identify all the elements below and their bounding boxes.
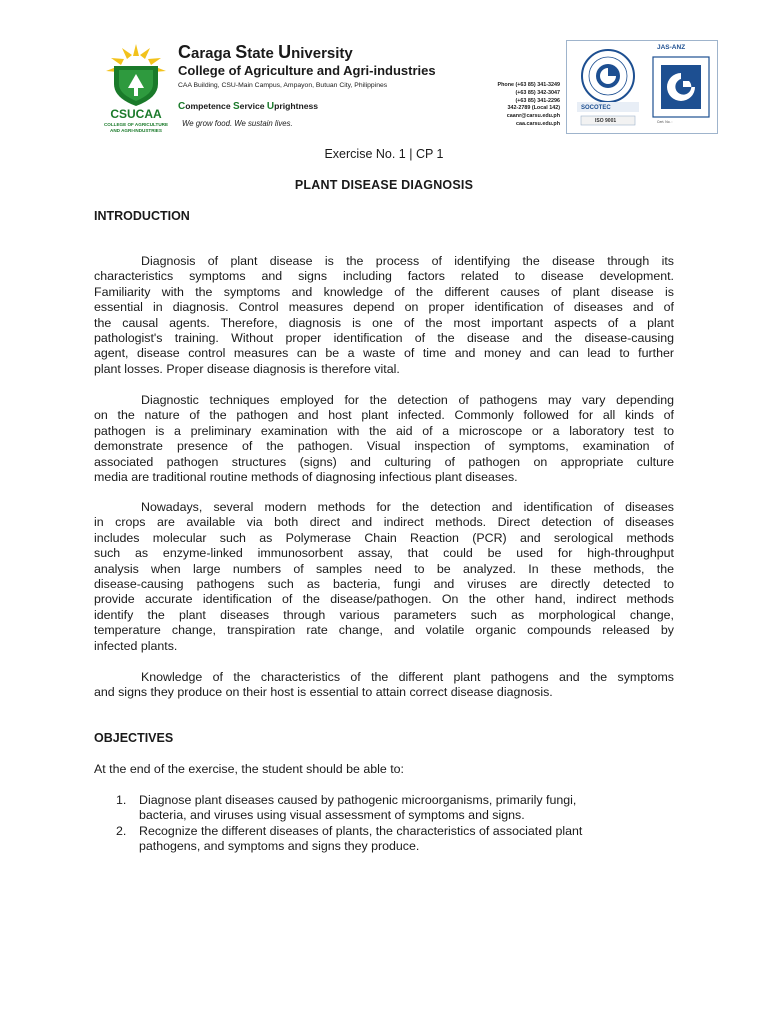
document-title: PLANT DISEASE DIAGNOSIS (294, 178, 474, 192)
contact-line: (+63 85) 342-3047 (515, 89, 560, 96)
csu-caa-logo (100, 38, 172, 136)
jas-anz-mark-icon (649, 45, 713, 129)
contact-email: caanr@carsu.edu.ph (506, 113, 560, 120)
university-name: Caraga State University (178, 42, 353, 62)
shield-icon (114, 66, 158, 106)
paragraph: Diagnosis of plant disease is the process of identifying the disease through its characteristics symptoms and signs including factors related to disease development. Familiarity with the symptoms and knowledge of the different causes of plant disease is essential in diagnosis. Control measures depend on proper identification of diseases and of the causal agents. Therefore, diagnosis is one of the most important aspects of a plant pathologist's training. Without proper identification of the disease and the disease-causing agent, disease control measures can be a waste of time and money and can lead to further plant losses. Proper disease diagnosis is therefore vital. (94, 254, 674, 376)
motto: Competence Service Uprightness (178, 101, 319, 112)
objectives-lead: At the end of the exercise, the student should be able to: (94, 762, 404, 776)
contact-line: 342-2789 (Local 142) (507, 105, 560, 112)
logo-text: CSUCAA (110, 107, 162, 121)
college-name: College of Agriculture and Agri-industries (178, 63, 436, 78)
address: CAA Building, CSU-Main Campus, Ampayon, Butuan City, Philippines (178, 82, 388, 89)
list-item: 1. Diagnose plant diseases caused by pathogenic microorganisms, primarily fungi, bacteria, and viruses using visual assessment of symptoms and signs. (116, 793, 577, 823)
introduction-heading: INTRODUCTION (94, 209, 190, 223)
tagline: We grow food. We sustain lives. (182, 119, 293, 128)
contact-website: caa.carsu.edu.ph (515, 120, 560, 127)
paragraph: Diagnostic techniques employed for the detection of pathogens may vary depending on the nature of the pathogen and host plant infected. Commonly followed for all kinds of pathogen is a preliminary examination with the aid of a microscope or a laboratory test to demonstrate presence of the pathogen. Visual inspection of symptoms, examination of associated pathogen structures (signs) and culturing of pathogen on appropriate culture media are traditional routine methods of diagnosing infectious plant diseases. (94, 393, 674, 485)
contact-line: Phone (+63 85) 341-3249 (497, 82, 560, 88)
list-item: 2. Recognize the different diseases of plants, the characteristics of associated plant pathogens, and symptoms and signs they produce. (116, 823, 583, 854)
paragraph: Nowadays, several modern methods for the detection and identification of diseases in crops are available via both direct and indirect methods. Direct detection of diseases includes molecular such as Polymerase Chain Reaction (PCR) and serological methods such as enzyme-linked immunosorbent assay, that could be used for high-throughput analysis when large numbers of samples need to be analyzed. In these methods, the disease-causing pathogens such as bacteria, fungi and viruses are directly detected to provide accurate identification of the disease/pathogen. On the other hand, indirect methods identify the plant diseases through various parameters such as morphological change, temperature change, transpiration rate change, and volatile organic compounds released by infected plants. (94, 500, 674, 653)
paragraph: Knowledge of the characteristics of the different plant pathogens and the symptoms and signs they produce on their host is essential to attain correct disease diagnosis. (94, 670, 674, 700)
socotec-seal-icon (573, 46, 643, 128)
iso-label: ISO 9001 (595, 118, 617, 124)
objectives-list (94, 793, 674, 855)
objectives-heading: OBJECTIVES (94, 731, 174, 745)
svg-text:COLLEGE OF AGRICULTURE: COLLEGE OF AGRICULTURE (103, 122, 169, 127)
certification-box (566, 40, 718, 134)
contact-info (480, 82, 560, 129)
certificate-number: Cert. No. : (657, 120, 673, 124)
socotec-label: SOCOTEC (581, 105, 611, 111)
jas-anz-label: JAS-ANZ (657, 44, 686, 51)
exercise-number: Exercise No. 1 | CP 1 (324, 147, 444, 161)
university-block (178, 44, 478, 129)
svg-text:AND AGRI-INDUSTRIES: AND AGRI-INDUSTRIES (110, 128, 162, 133)
contact-line: (+63 85) 341-2296 (515, 97, 560, 104)
